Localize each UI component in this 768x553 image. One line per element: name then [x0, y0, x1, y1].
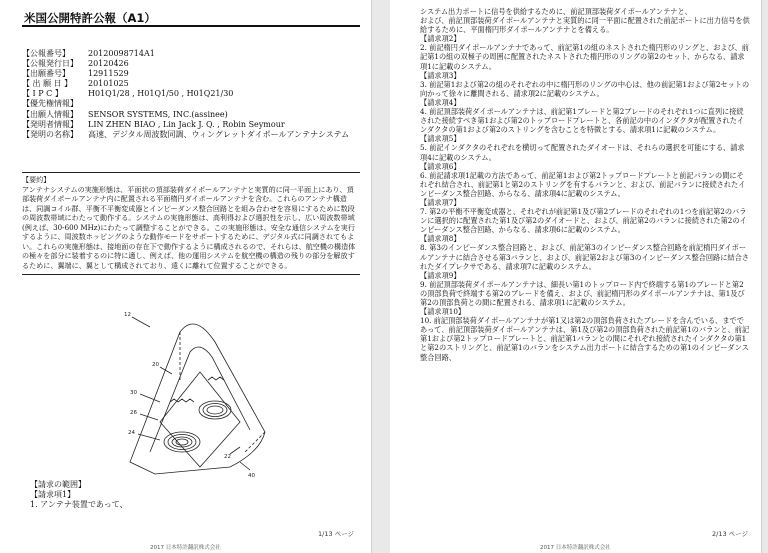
figure-label: 20 [152, 362, 159, 368]
figure-label: 24 [128, 430, 135, 436]
claim-text: 5. 前記インダクタのそれぞれを横切って配置されたダイオードは、それらの選択を可能にする、請求項4に記載のシステム。 [420, 143, 745, 162]
elliptical-ring [172, 437, 192, 447]
meta-label: 【 出 願 日 】 [22, 79, 73, 89]
meta-row [22, 89, 362, 99]
meta-row [22, 130, 362, 140]
claim-text: および、前記頂部装荷ダイポールアンテナと実質的に同一平面に配置された前記ポートに出力信号を供給するために、平面楕円形ダイポールアンテナとを備える。 [420, 16, 750, 35]
claim-label: 【請求項3】 [420, 70, 461, 80]
page-number: 2/13 ページ [712, 530, 749, 538]
leader-line [140, 394, 160, 402]
bibliographic-data [22, 49, 362, 140]
claim-text: 7. 第2の平衡不平衡変成器と、それぞれが前記第1及び第2ブレードのそれぞれの1つを前記第2のバランに選択的に配置された第1及び第2のダイオードと、および、前記第2のバランに接続された第2のインピーダンス整合回路、からなる、請求項6に記載のシステム。 [420, 207, 747, 235]
abstract-section [22, 172, 360, 275]
meta-label: 【公報番号】 [22, 49, 70, 58]
meta-value: LIN ZHEN BIAO , Lin Jack J. Q. , Robin Seymour [88, 119, 285, 129]
title-divider [22, 25, 360, 27]
claims-section [30, 480, 128, 510]
figure-label: 40 [248, 473, 255, 479]
wing-inner-edge [150, 347, 250, 452]
meta-row [22, 99, 362, 109]
leader-line [240, 462, 250, 470]
figure-label: 26 [130, 410, 137, 416]
meta-value: 20101025 [88, 79, 129, 89]
claim-label: 【請求項8】 [420, 234, 461, 244]
meta-row [22, 59, 362, 69]
elliptical-ring [207, 406, 223, 414]
claim-text: 8. 第3のインピーダンス整合回路と、および、前記第3のインピーダンス整合回路を前記楕円ダイポールアンテナに結合させる第3バランと、および、前記第2および第3のインピーダンス整合回路に結合されたダイプレクサである、請求項7に記載のシステム。 [420, 243, 749, 271]
claim-label: 【請求項9】 [420, 270, 461, 280]
claim-text: 3. 前記第1および第2の組のそれぞれの中に楕円形のリングの中心は、他の前記第1および第2セットの向かって徐々に離間される、請求項2に記載のシステム。 [420, 79, 750, 98]
figure-label: 12 [124, 312, 131, 318]
claim-label: 【請求項7】 [420, 197, 461, 207]
claim-text: 10. 前記頂部装荷ダイポールアンテナが第1又は第2の頂部負荷されたブレードを含んでいる、までであって、前記頂部装荷ダイポールアンテナは、第1及び第2の頂部負荷された前記第1のバランと、前記第1および第2トップロードプレートと、前記第1バランとの間にそれぞれ接続されたインダクタの第1と第2のストリングと、前記第1のバランをシステム出力ポートに結合するための第1のインピーダンス整合回路、 [420, 316, 750, 362]
leader-line [230, 447, 240, 454]
copyright-notice: 2017 日本特許翻訳株式会社 [540, 545, 611, 551]
meta-row [22, 120, 362, 130]
copyright-notice: 2017 日本特許翻訳株式会社 [150, 545, 221, 551]
abstract-text: アンテナシステムの実施形態は、平面状の頂部装荷ダイポールアンテナと実質的に同一平面上にあり、頂部装荷ダイポールアンテナ内に配置される平面楕円ダイポールアンテナを含む。これらのアンテナ構造は、同調コイル群、平衡不平衡変成器とインピーダンス整合回路とを組み合わせを容易にするために数段の周波数帯域にわたって動作する。システムの実施形態は、高利得および選択性を示し、広い周波数帯域(例えば、30-600 MHz)にわたって調整することができる。この実施形態は、安全な通信システムを実行するように、周波数ホッピングのような動作モードをサポートするために、デジタル式に同調されてもよい。これらの実施形態は、接地面の存在下で動作するように構成されるので、それらは、航空機の構造体の極々を部分に装着するのに特に適し、例えば、他の運用システムを航空機の構造の残りの部分を解放するために、翼端に、翼として構成されており、遠くに離れて位置することができる。 [22, 184, 356, 270]
meta-value: 20120098714A1 [88, 49, 155, 58]
claim-text: 2. 前記楕円ダイポールアンテナであって、前記第1の組のネストされた楕円形のリングと、および、前記第1の組の双極子の周囲に配置されたネストされた楕円形のリングの第2のセット、からなる、請求項1に記載のシステム。 [420, 43, 749, 71]
leader-line [132, 317, 150, 327]
meta-label: 【出願人情報】 [22, 109, 78, 119]
leader-line [140, 414, 158, 420]
meta-row [22, 49, 362, 59]
document-page-1 [0, 0, 372, 553]
claim-text: 1. アンテナ装置であって、 [30, 500, 128, 509]
figure-label: 30 [130, 390, 137, 396]
claim-text: システム出力ポートに信号を供給するために、前記頂部装荷ダイポールアンテナと、 [420, 7, 692, 16]
document-title: 米国公開特許公報（A1） [24, 11, 156, 25]
meta-value: SENSOR SYSTEMS, INC.(assinee) [88, 109, 228, 119]
claim-label: 【請求項2】 [420, 34, 461, 44]
figure-label: 22 [224, 454, 231, 460]
claim-label: 【請求項10】 [420, 307, 466, 317]
document-page-2 [390, 0, 762, 553]
meta-label: 【発明者情報】 [22, 119, 78, 129]
claims-heading: 【請求の範囲】 [30, 480, 86, 489]
meta-value: H01Q1/28 , H01Q1/50 , H01Q21/30 [88, 89, 234, 99]
claim-label: 【請求項1】 [30, 490, 76, 499]
meta-label: 【 I P C 】 [22, 89, 63, 99]
antenna-panel [160, 372, 240, 467]
meta-row [22, 69, 362, 79]
page-number: 1/13 ページ [318, 530, 355, 538]
claims-continued [420, 7, 750, 362]
claim-text: 6. 前記請求項1記載の方法であって、前記第1および第2トップロードプレートと前記バランの間にそれぞれ結合され、前記第1と第2のストリングを有するバランと、および、前記バランに接続されたインピーダンス整合回路、からなる、請求項4に記載のシステム。 [420, 170, 746, 198]
abstract-heading: 【要約】 [22, 175, 51, 184]
claim-label: 【請求項6】 [420, 161, 461, 171]
claim-text: 9. 前記頂部装荷ダイポールアンテナは、細長い第1のトップロード内で終端する第1のブレードと第2の頂部負荷で終端する第2のブレードを備え、および、前記楕円形のダイポールアンテナは、第1及び第2の頂部負荷との間に配置される、請求項1に記載のシステム。 [420, 279, 745, 307]
claim-label: 【請求項4】 [420, 97, 461, 107]
meta-label: 【公報発行日】 [22, 59, 78, 69]
elliptical-ring [164, 432, 200, 452]
claim-label: 【請求項5】 [420, 134, 461, 144]
patent-figure [120, 302, 270, 482]
claim-text: 4. 前記頂部装荷ダイポールアンテナは、前記第1ブレードと第2ブレードのそれぞれ1つに直列に接続された接続すべき第1および第2のトップロードプレートと、各前記の中のインダクタが配置されたインダクタの第1および第2のストリングを含むことを特徴とする、請求項1に記載のシステム。 [420, 107, 745, 135]
meta-label: 【優先権情報】 [22, 99, 78, 109]
meta-value: 20120426 [88, 59, 129, 69]
meta-value: 高速、デジタル周波数同調、ウィングレットダイポールアンテナシステム [88, 129, 350, 139]
meta-row [22, 110, 362, 120]
meta-row [22, 79, 362, 89]
meta-value: 12911529 [88, 69, 129, 79]
inductor-string [208, 377, 224, 380]
meta-label: 【出願番号】 [22, 69, 70, 79]
meta-label: 【発明の名称】 [22, 129, 78, 139]
inductor-string [170, 399, 194, 402]
